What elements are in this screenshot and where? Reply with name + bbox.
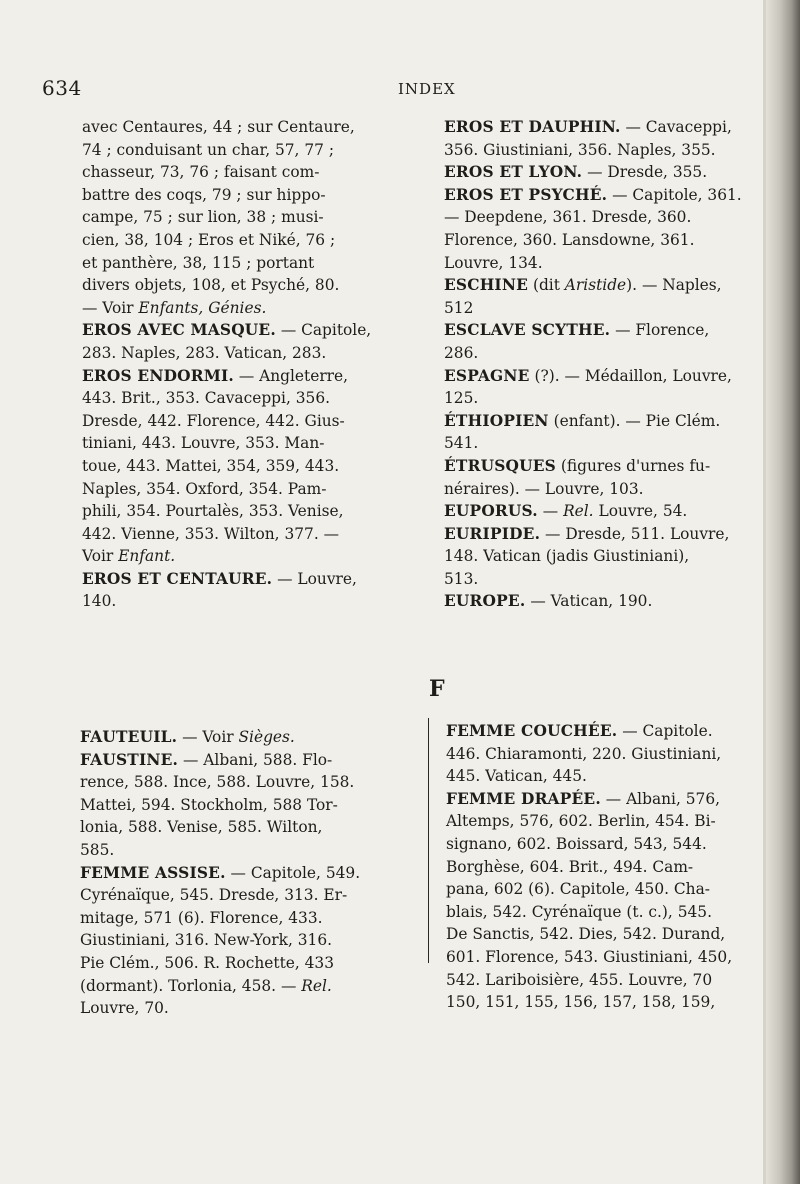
index-line <box>444 184 776 207</box>
index-line <box>80 884 412 907</box>
index-headword: FEMME ASSISE. <box>80 863 226 882</box>
index-line <box>444 229 776 252</box>
index-line <box>80 929 412 952</box>
index-line <box>444 116 776 139</box>
index-line <box>82 410 414 433</box>
index-headword: EURIPIDE. <box>444 524 541 543</box>
index-text: 542. Lariboisière, 455. Louvre, 70 <box>446 970 713 989</box>
index-line <box>444 568 776 591</box>
index-line <box>446 923 778 946</box>
index-line <box>444 139 776 162</box>
index-text: 148. Vatican (jadis Giustiniani), <box>444 547 690 566</box>
index-italic-ref: Enfant. <box>118 547 176 566</box>
index-text: 356. Giustiniani, 356. Naples, 355. <box>444 140 716 159</box>
index-text: pana, 602 (6). Capitole, 450. Cha- <box>446 880 710 899</box>
index-line <box>446 878 778 901</box>
index-line <box>446 765 778 788</box>
index-text: Mattei, 594. Stockholm, 588 Tor- <box>80 795 338 814</box>
index-text: — Cavaceppi, <box>620 118 732 136</box>
index-headword: EUROPE. <box>444 592 526 611</box>
index-line <box>446 946 778 969</box>
index-text: 585. <box>80 840 115 859</box>
index-line <box>444 455 776 478</box>
index-headword: FAUSTINE. <box>80 750 179 769</box>
index-text: Borghèse, 604. Brit., 494. Cam- <box>446 857 694 876</box>
index-line <box>82 365 414 388</box>
index-italic-ref: Rel. <box>563 502 594 521</box>
index-text: — Albani, 576, <box>600 789 721 808</box>
running-head: INDEX <box>398 80 456 98</box>
index-line <box>82 161 414 184</box>
index-line <box>80 839 412 862</box>
index-line <box>82 139 414 162</box>
index-text: — Louvre, <box>272 569 357 588</box>
index-text: — Capitole, <box>275 321 372 340</box>
index-text: (enfant). — Pie Clém. <box>548 411 721 430</box>
index-line <box>82 297 414 320</box>
index-headword: ÉTHIOPIEN <box>444 411 549 430</box>
index-line <box>444 274 776 297</box>
index-text: — Voir <box>82 298 139 317</box>
index-text: phili, 354. Pourtalès, 353. Venise, <box>82 502 344 521</box>
index-line <box>444 500 776 523</box>
index-line <box>444 161 776 184</box>
index-line <box>82 116 414 139</box>
index-line <box>444 206 776 229</box>
index-text: 140. <box>82 592 117 611</box>
index-line <box>444 342 776 365</box>
index-headword: EROS ET PSYCHÉ. <box>444 185 608 204</box>
index-headword: ESCHINE <box>444 276 529 295</box>
index-text: — Capitole, 549. <box>225 863 361 882</box>
index-line <box>446 901 778 924</box>
index-headword: EUPORUS. <box>444 502 538 521</box>
index-text: Pie Clém., 506. R. Rochette, 433 <box>80 953 335 972</box>
index-line <box>444 252 776 275</box>
column-divider <box>428 718 429 963</box>
index-text: Florence, 360. Lansdowne, 361. <box>444 230 695 249</box>
index-text: et panthère, 38, 115 ; portant <box>82 253 315 272</box>
index-line <box>444 365 776 388</box>
index-text: — Capitole, 361. <box>607 185 742 204</box>
index-text: campe, 75 ; sur lion, 38 ; musi- <box>82 208 324 227</box>
index-line <box>80 749 412 772</box>
index-text: 283. Naples, 283. Vatican, 283. <box>82 343 327 362</box>
index-line <box>82 500 414 523</box>
index-line <box>82 252 414 275</box>
index-text: signano, 602. Boissard, 543, 544. <box>446 834 707 853</box>
index-text: 512 <box>444 298 474 317</box>
index-text: cien, 38, 104 ; Eros et Niké, 76 ; <box>82 230 336 249</box>
index-text: battre des coqs, 79 ; sur hippo- <box>82 185 326 204</box>
index-text: ). — Naples, <box>626 276 722 295</box>
index-text: toue, 443. Mattei, 354, 359, 443. <box>82 456 340 475</box>
index-text: — Capitole. <box>617 722 713 740</box>
index-italic-ref: Rel. <box>301 976 332 995</box>
index-line <box>82 319 414 342</box>
index-text: rence, 588. Ince, 588. Louvre, 158. <box>80 773 355 792</box>
index-line <box>80 794 412 817</box>
index-italic-ref: Sièges. <box>238 728 295 746</box>
index-line <box>82 545 414 568</box>
index-line <box>80 816 412 839</box>
index-text: — Vatican, 190. <box>525 592 653 611</box>
index-headword: FAUTEUIL. <box>80 728 178 746</box>
index-line <box>80 907 412 930</box>
index-text: Voir <box>82 547 119 566</box>
index-line <box>82 523 414 546</box>
index-text: 286. <box>444 343 479 362</box>
index-line <box>82 184 414 207</box>
index-text: — Angleterre, <box>233 366 349 385</box>
index-line <box>444 590 776 613</box>
index-line <box>82 590 414 613</box>
index-text: 442. Vienne, 353. Wilton, 377. — <box>82 524 340 543</box>
index-text: 541. <box>444 434 479 453</box>
index-line <box>446 833 778 856</box>
index-line <box>82 478 414 501</box>
index-column-top-left <box>82 116 414 613</box>
index-headword: ÉTRUSQUES <box>444 456 556 475</box>
index-italic-ref: Aristide <box>564 276 627 295</box>
index-column-top-right <box>444 116 776 613</box>
index-line <box>446 991 778 1014</box>
index-column-bottom-right <box>446 720 778 1014</box>
index-text: 446. Chiaramonti, 220. Giustiniani, <box>446 744 722 763</box>
index-headword: FEMME DRAPÉE. <box>446 789 601 808</box>
index-headword: EROS ET LYON. <box>444 163 583 182</box>
index-text: 150, 151, 155, 156, 157, 158, 159, <box>446 993 716 1012</box>
index-line <box>444 545 776 568</box>
index-headword: ESPAGNE <box>444 366 530 385</box>
index-line <box>444 523 776 546</box>
index-text: (?). — Médaillon, Louvre, <box>529 366 732 385</box>
index-line <box>80 771 412 794</box>
index-line <box>80 952 412 975</box>
index-text: — Dresde, 511. Louvre, <box>540 524 730 543</box>
index-text: — Voir <box>177 728 239 746</box>
index-line <box>82 455 414 478</box>
index-text: Dresde, 442. Florence, 442. Gius- <box>82 411 345 430</box>
index-text: chasseur, 73, 76 ; faisant com- <box>82 163 320 182</box>
index-line <box>444 387 776 410</box>
index-line <box>82 387 414 410</box>
index-line <box>82 432 414 455</box>
page-number: 634 <box>42 76 82 100</box>
index-line <box>446 969 778 992</box>
index-text: 443. Brit., 353. Cavaceppi, 356. <box>82 389 331 408</box>
index-text: Giustiniani, 316. New-York, 316. <box>80 931 333 950</box>
index-text: — Florence, <box>610 321 710 340</box>
index-headword: ESCLAVE SCYTHE. <box>444 321 611 340</box>
index-text: divers objets, 108, et Psyché, 80. <box>82 276 340 295</box>
index-line <box>82 274 414 297</box>
index-text: 445. Vatican, 445. <box>446 767 587 786</box>
index-line <box>82 342 414 365</box>
index-headword: EROS AVEC MASQUE. <box>82 321 276 340</box>
index-line <box>446 856 778 879</box>
index-line <box>82 206 414 229</box>
index-line <box>446 788 778 811</box>
index-text: — Deepdene, 361. Dresde, 360. <box>444 208 692 227</box>
index-text: — <box>537 502 564 521</box>
index-text: De Sanctis, 542. Dies, 542. Durand, <box>446 925 726 944</box>
index-text: Louvre, 70. <box>80 999 169 1018</box>
index-text: Louvre, 54. <box>593 502 688 521</box>
index-line <box>80 862 412 885</box>
index-text: Altemps, 576, 602. Berlin, 454. Bi- <box>446 812 716 831</box>
index-text: 125. <box>444 389 479 408</box>
index-text: Louvre, 134. <box>444 253 543 272</box>
index-text: blais, 542. Cyrénaïque (t. c.), 545. <box>446 902 712 921</box>
index-line <box>444 478 776 501</box>
index-line <box>444 432 776 455</box>
index-line <box>446 810 778 833</box>
index-text: tiniani, 443. Louvre, 353. Man- <box>82 434 325 453</box>
index-text: Cyrénaïque, 545. Dresde, 313. Er- <box>80 886 348 905</box>
index-line <box>82 568 414 591</box>
index-line <box>80 975 412 998</box>
index-line <box>444 319 776 342</box>
index-text: 601. Florence, 543. Giustiniani, 450, <box>446 947 733 966</box>
index-text: (dit <box>528 276 565 295</box>
index-text: — Albani, 588. Flo- <box>178 750 333 769</box>
index-text: 513. <box>444 569 479 588</box>
index-headword: EROS ET CENTAURE. <box>82 569 273 588</box>
section-letter: F <box>429 676 445 702</box>
index-text: (figures d'urnes fu- <box>555 456 711 475</box>
index-italic-ref: Enfants, Génies. <box>138 298 267 317</box>
index-line <box>80 726 412 749</box>
index-text: Naples, 354. Oxford, 354. Pam- <box>82 479 327 498</box>
index-text: néraires). — Louvre, 103. <box>444 479 644 498</box>
index-text: (dormant). Torlonia, 458. — <box>80 976 302 995</box>
index-text: avec Centaures, 44 ; sur Centaure, <box>82 118 355 136</box>
index-line <box>446 720 778 743</box>
index-headword: EROS ET DAUPHIN. <box>444 118 621 136</box>
index-line <box>444 297 776 320</box>
index-headword: FEMME COUCHÉE. <box>446 722 618 740</box>
index-text: 74 ; conduisant un char, 57, 77 ; <box>82 140 335 159</box>
index-column-bottom-left <box>80 726 412 1020</box>
index-line <box>80 997 412 1020</box>
index-line <box>446 743 778 766</box>
index-headword: EROS ENDORMI. <box>82 366 234 385</box>
index-line <box>444 410 776 433</box>
index-text: — Dresde, 355. <box>582 163 708 182</box>
index-text: lonia, 588. Venise, 585. Wilton, <box>80 818 323 837</box>
index-line <box>82 229 414 252</box>
index-text: mitage, 571 (6). Florence, 433. <box>80 908 323 927</box>
